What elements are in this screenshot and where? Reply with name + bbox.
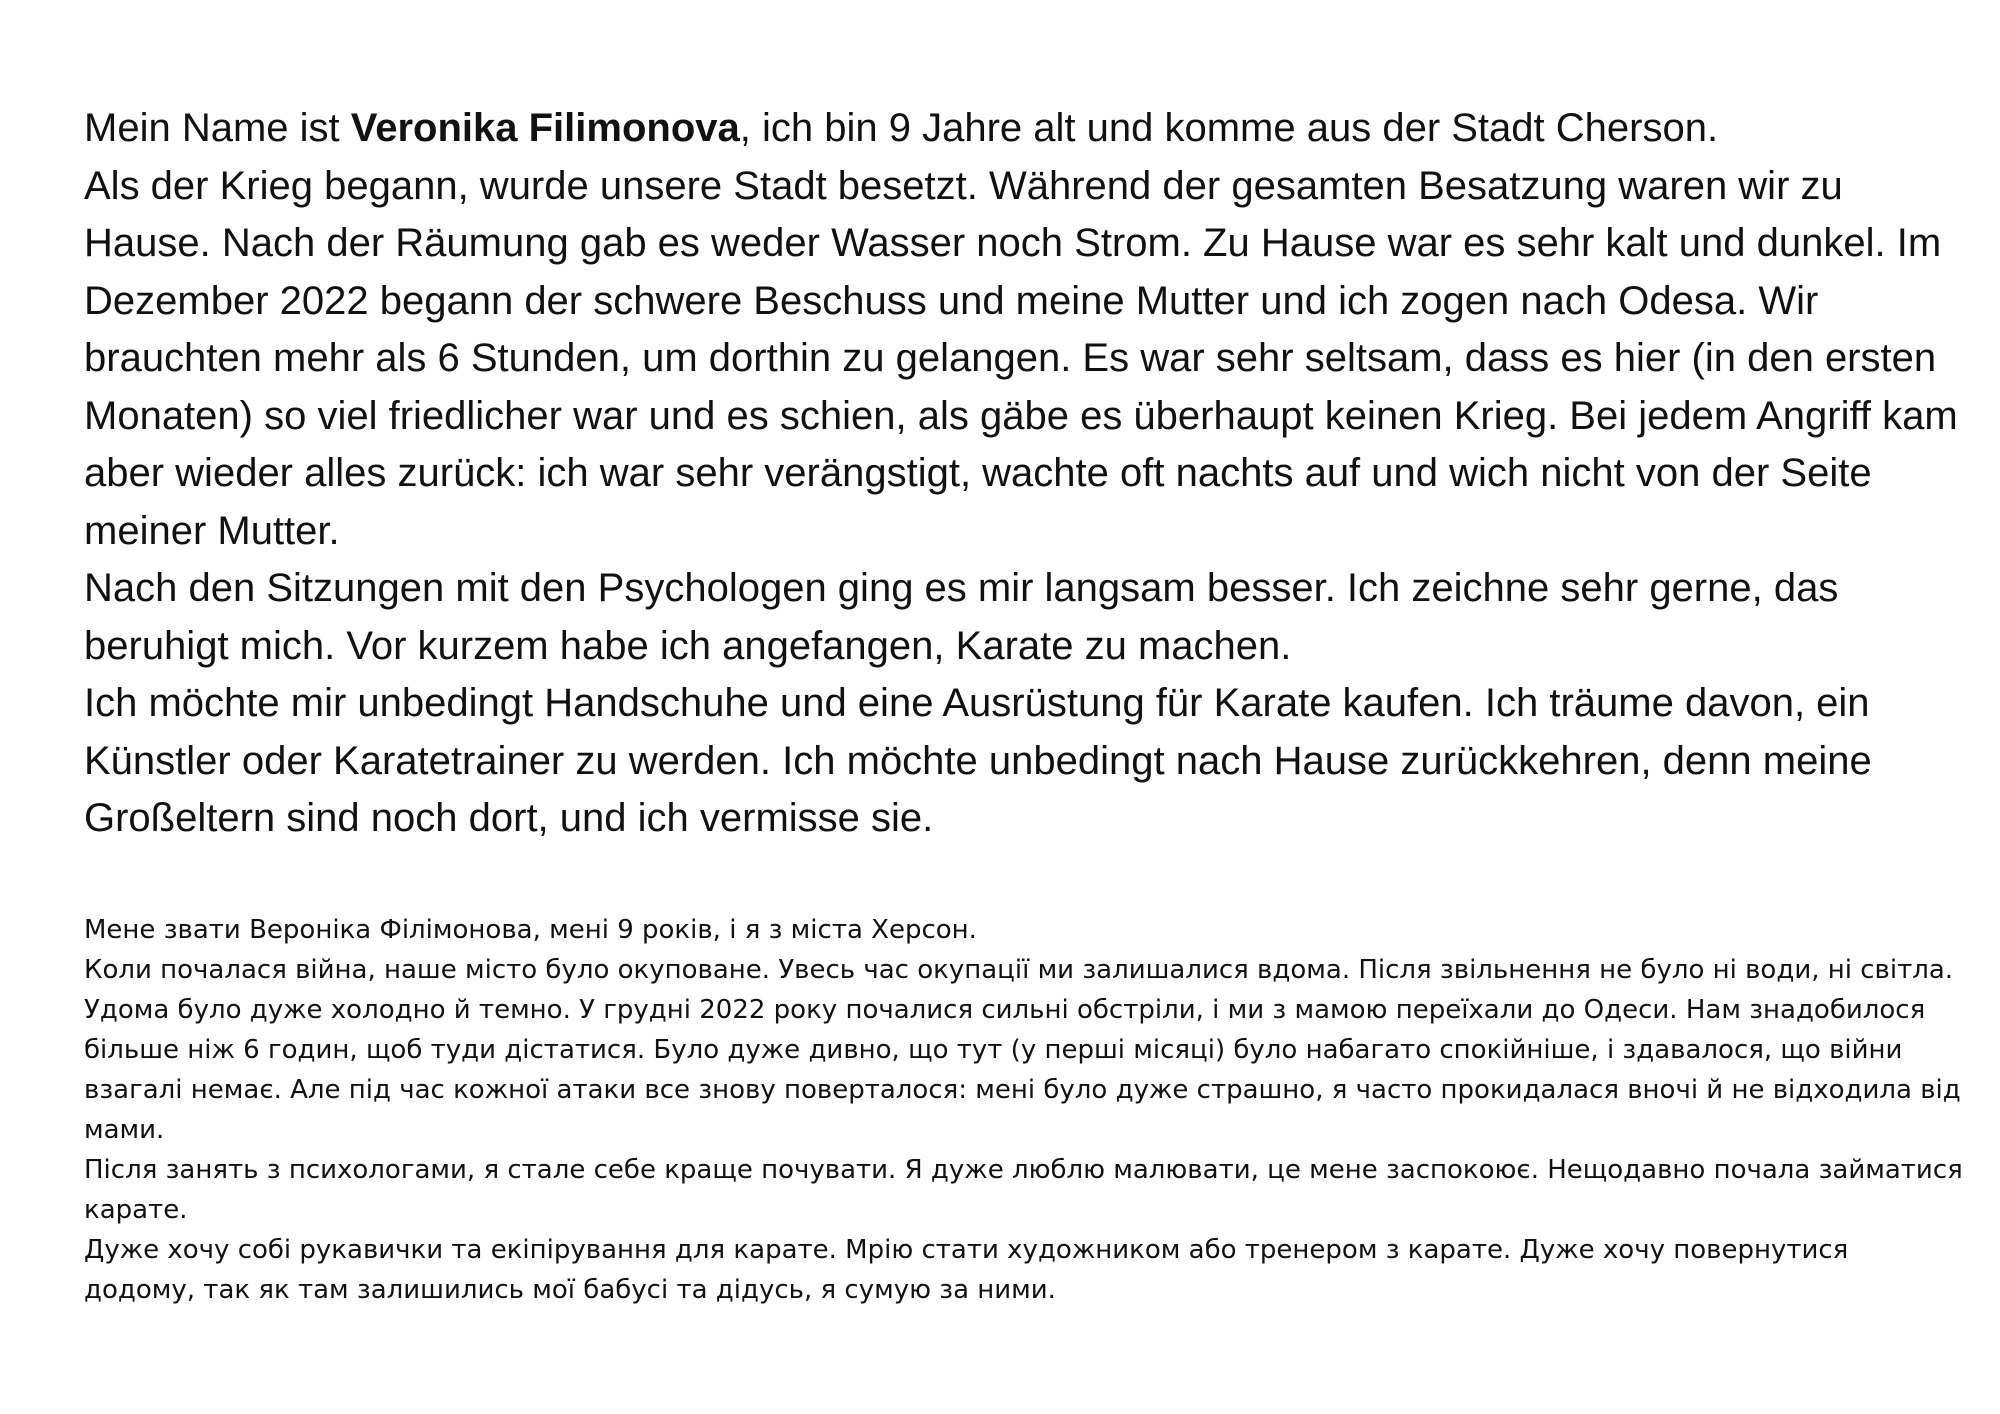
ukrainian-paragraph-1: Коли почалася війна, наше місто було окуповане. Увесь час окупації ми залишалися вдома. Після звільнення не було ні води, ні світла. Удома було дуже холодно й темно. У грудні 2022 року почалися сильні обстріли, і ми з мамою переїхали до Одеси. Нам знадобилося більше ніж 6 годин, щоб туди дістатися. Було дуже дивно, що тут (у перші місяці) було набагато спокійніше, і здавалося, що війни взагалі немає. Але під час кожної атаки все знову поверталося: мені було дуже страшно, я часто прокидалася вночі й не відходила від мами. (84, 954, 1961, 1145)
german-paragraph-1: Als der Krieg begann, wurde unsere Stadt besetzt. Während der gesamten Besatzung waren wir zu Hause. Nach der Räumung gab es weder Wasser noch Strom. Zu Hause war es sehr kalt und dunkel. Im Dezember 2022 begann der schwere Beschuss und meine Mutter und ich zogen nach Odesa. Wir brauchten mehr als 6 Stunden, um dorthin zu gelangen. Es war sehr seltsam, dass es hier (in den ersten Monaten) so viel friedlicher war und es schien, als gäbe es überhaupt keinen Krieg. Bei jedem Angriff kam aber wieder alles zurück: ich war sehr verängstigt, wachte oft nachts auf und wich nicht von der Seite meiner Mutter. (84, 163, 1958, 553)
german-intro-after: , ich bin 9 Jahre alt und komme aus der Stadt Cherson. (739, 106, 1719, 150)
german-intro (84, 100, 1964, 158)
ukrainian-text-block (84, 910, 1964, 1310)
child-name: Veronika Filimonova (350, 106, 740, 150)
german-paragraph-3: Ich möchte mir unbedingt Handschuhe und eine Ausrüstung für Karate kaufen. Ich träume davon, ein Künstler oder Karatetrainer zu werden. Ich möchte unbedingt nach Hause zurückkehren, denn meine Großeltern sind noch dort, und ich vermisse sie. (84, 681, 1872, 840)
german-text-block (84, 100, 1964, 848)
ukrainian-intro: Мене звати Вероніка Філімонова, мені 9 років, і я з міста Херсон. (84, 914, 977, 945)
ukrainian-paragraph-2: Після занять з психологами, я стале себе краще почувати. Я дуже люблю малювати, це мене заспокоює. Нещодавно почала займатися карате. (84, 1154, 1963, 1225)
ukrainian-paragraph-3: Дуже хочу собі рукавички та екіпірування для карате. Мрію стати художником або тренером з карате. Дуже хочу повернутися додому, так як там залишились мої бабусі та дідусь, я сумую за ними. (84, 1234, 1849, 1305)
german-paragraph-2: Nach den Sitzungen mit den Psychologen ging es mir langsam besser. Ich zeichne sehr gerne, das beruhigt mich. Vor kurzem habe ich angefangen, Karate zu machen. (84, 566, 1839, 668)
letter-page (84, 100, 1964, 1310)
german-intro-before: Mein Name ist (84, 106, 351, 150)
